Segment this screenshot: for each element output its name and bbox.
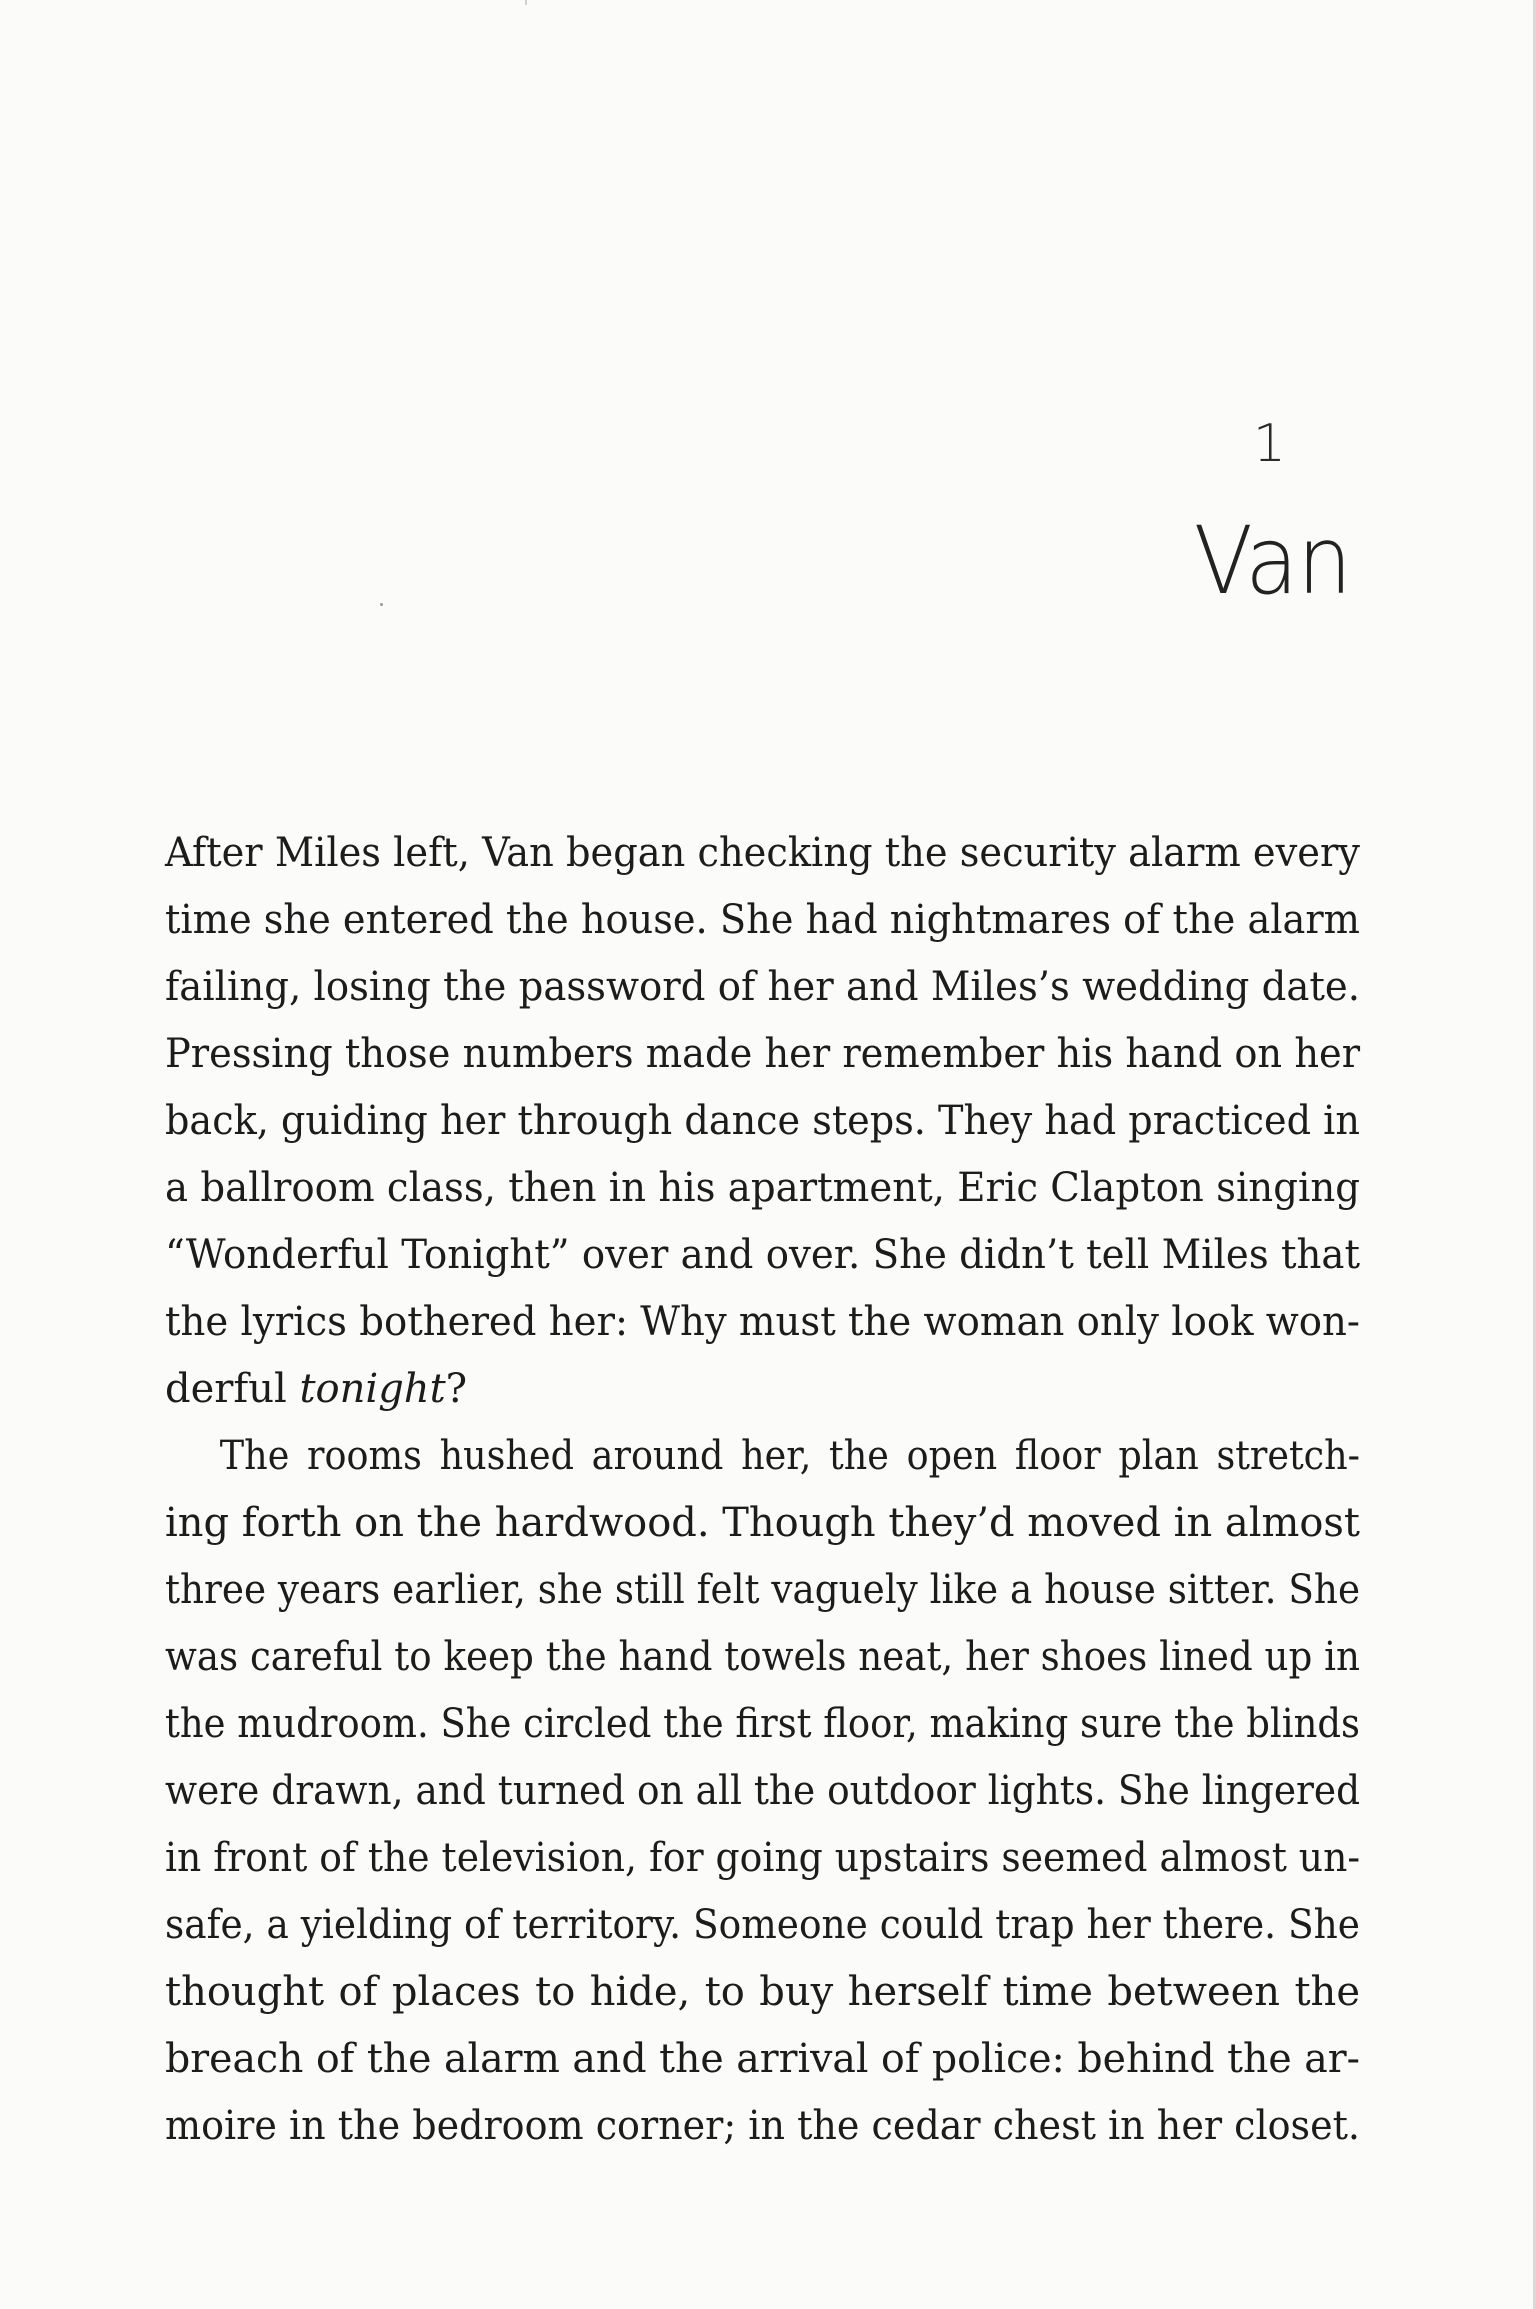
text-line — [165, 1356, 1360, 1423]
emphasis-word: tonight — [299, 1366, 446, 1412]
body-text — [165, 820, 1360, 2160]
text-line: safe, a yielding of territory. Someone could trap her there. She — [165, 1902, 1360, 1948]
scan-mark — [525, 0, 527, 5]
text-line: Pressing those numbers made her remember his hand on her — [165, 1031, 1361, 1077]
text-line: time she entered the house. She had nightmares of the alarm — [165, 897, 1360, 943]
text-line: After Miles left, Van began checking the security alarm every — [165, 830, 1360, 876]
text-line: failing, losing the password of her and Miles’s wedding date. — [165, 964, 1361, 1010]
text-run: ? — [445, 1366, 468, 1412]
text-run: derful — [165, 1366, 300, 1412]
text-line: was careful to keep the hand towels neat, her shoes lined up in — [165, 1634, 1361, 1680]
text-line: the mudroom. She circled the first floor, making sure the blinds — [165, 1701, 1360, 1747]
chapter-title: Van — [1193, 507, 1351, 616]
text-line: “Wonderful Tonight” over and over. She didn’t tell Miles that — [165, 1232, 1361, 1278]
text-line: The rooms hushed around her, the open floor plan stretch- — [219, 1433, 1361, 1479]
text-line: ing forth on the hardwood. Though they’d moved in almost — [165, 1500, 1360, 1546]
chapter-number: 1 — [1252, 414, 1286, 474]
text-line: three years earlier, she still felt vaguely like a house sitter. She — [165, 1567, 1361, 1613]
text-line: thought of places to hide, to buy herself time between the — [165, 1969, 1360, 2015]
text-line: back, guiding her through dance steps. They had practiced in — [165, 1098, 1360, 1144]
text-line: moire in the bedroom corner; in the cedar chest in her closet. — [165, 2103, 1361, 2149]
text-line: were drawn, and turned on all the outdoor lights. She lingered — [165, 1768, 1361, 1814]
text-line: in front of the television, for going upstairs seemed almost un- — [165, 1835, 1361, 1881]
text-line: breach of the alarm and the arrival of police: behind the ar- — [165, 2036, 1360, 2082]
scan-speck — [380, 603, 383, 606]
paragraph-1 — [165, 820, 1360, 1423]
text-line: the lyrics bothered her: Why must the woman only look won- — [165, 1299, 1360, 1345]
text-line: a ballroom class, then in his apartment, Eric Clapton singing — [165, 1165, 1361, 1211]
paragraph-2 — [165, 1423, 1360, 2160]
